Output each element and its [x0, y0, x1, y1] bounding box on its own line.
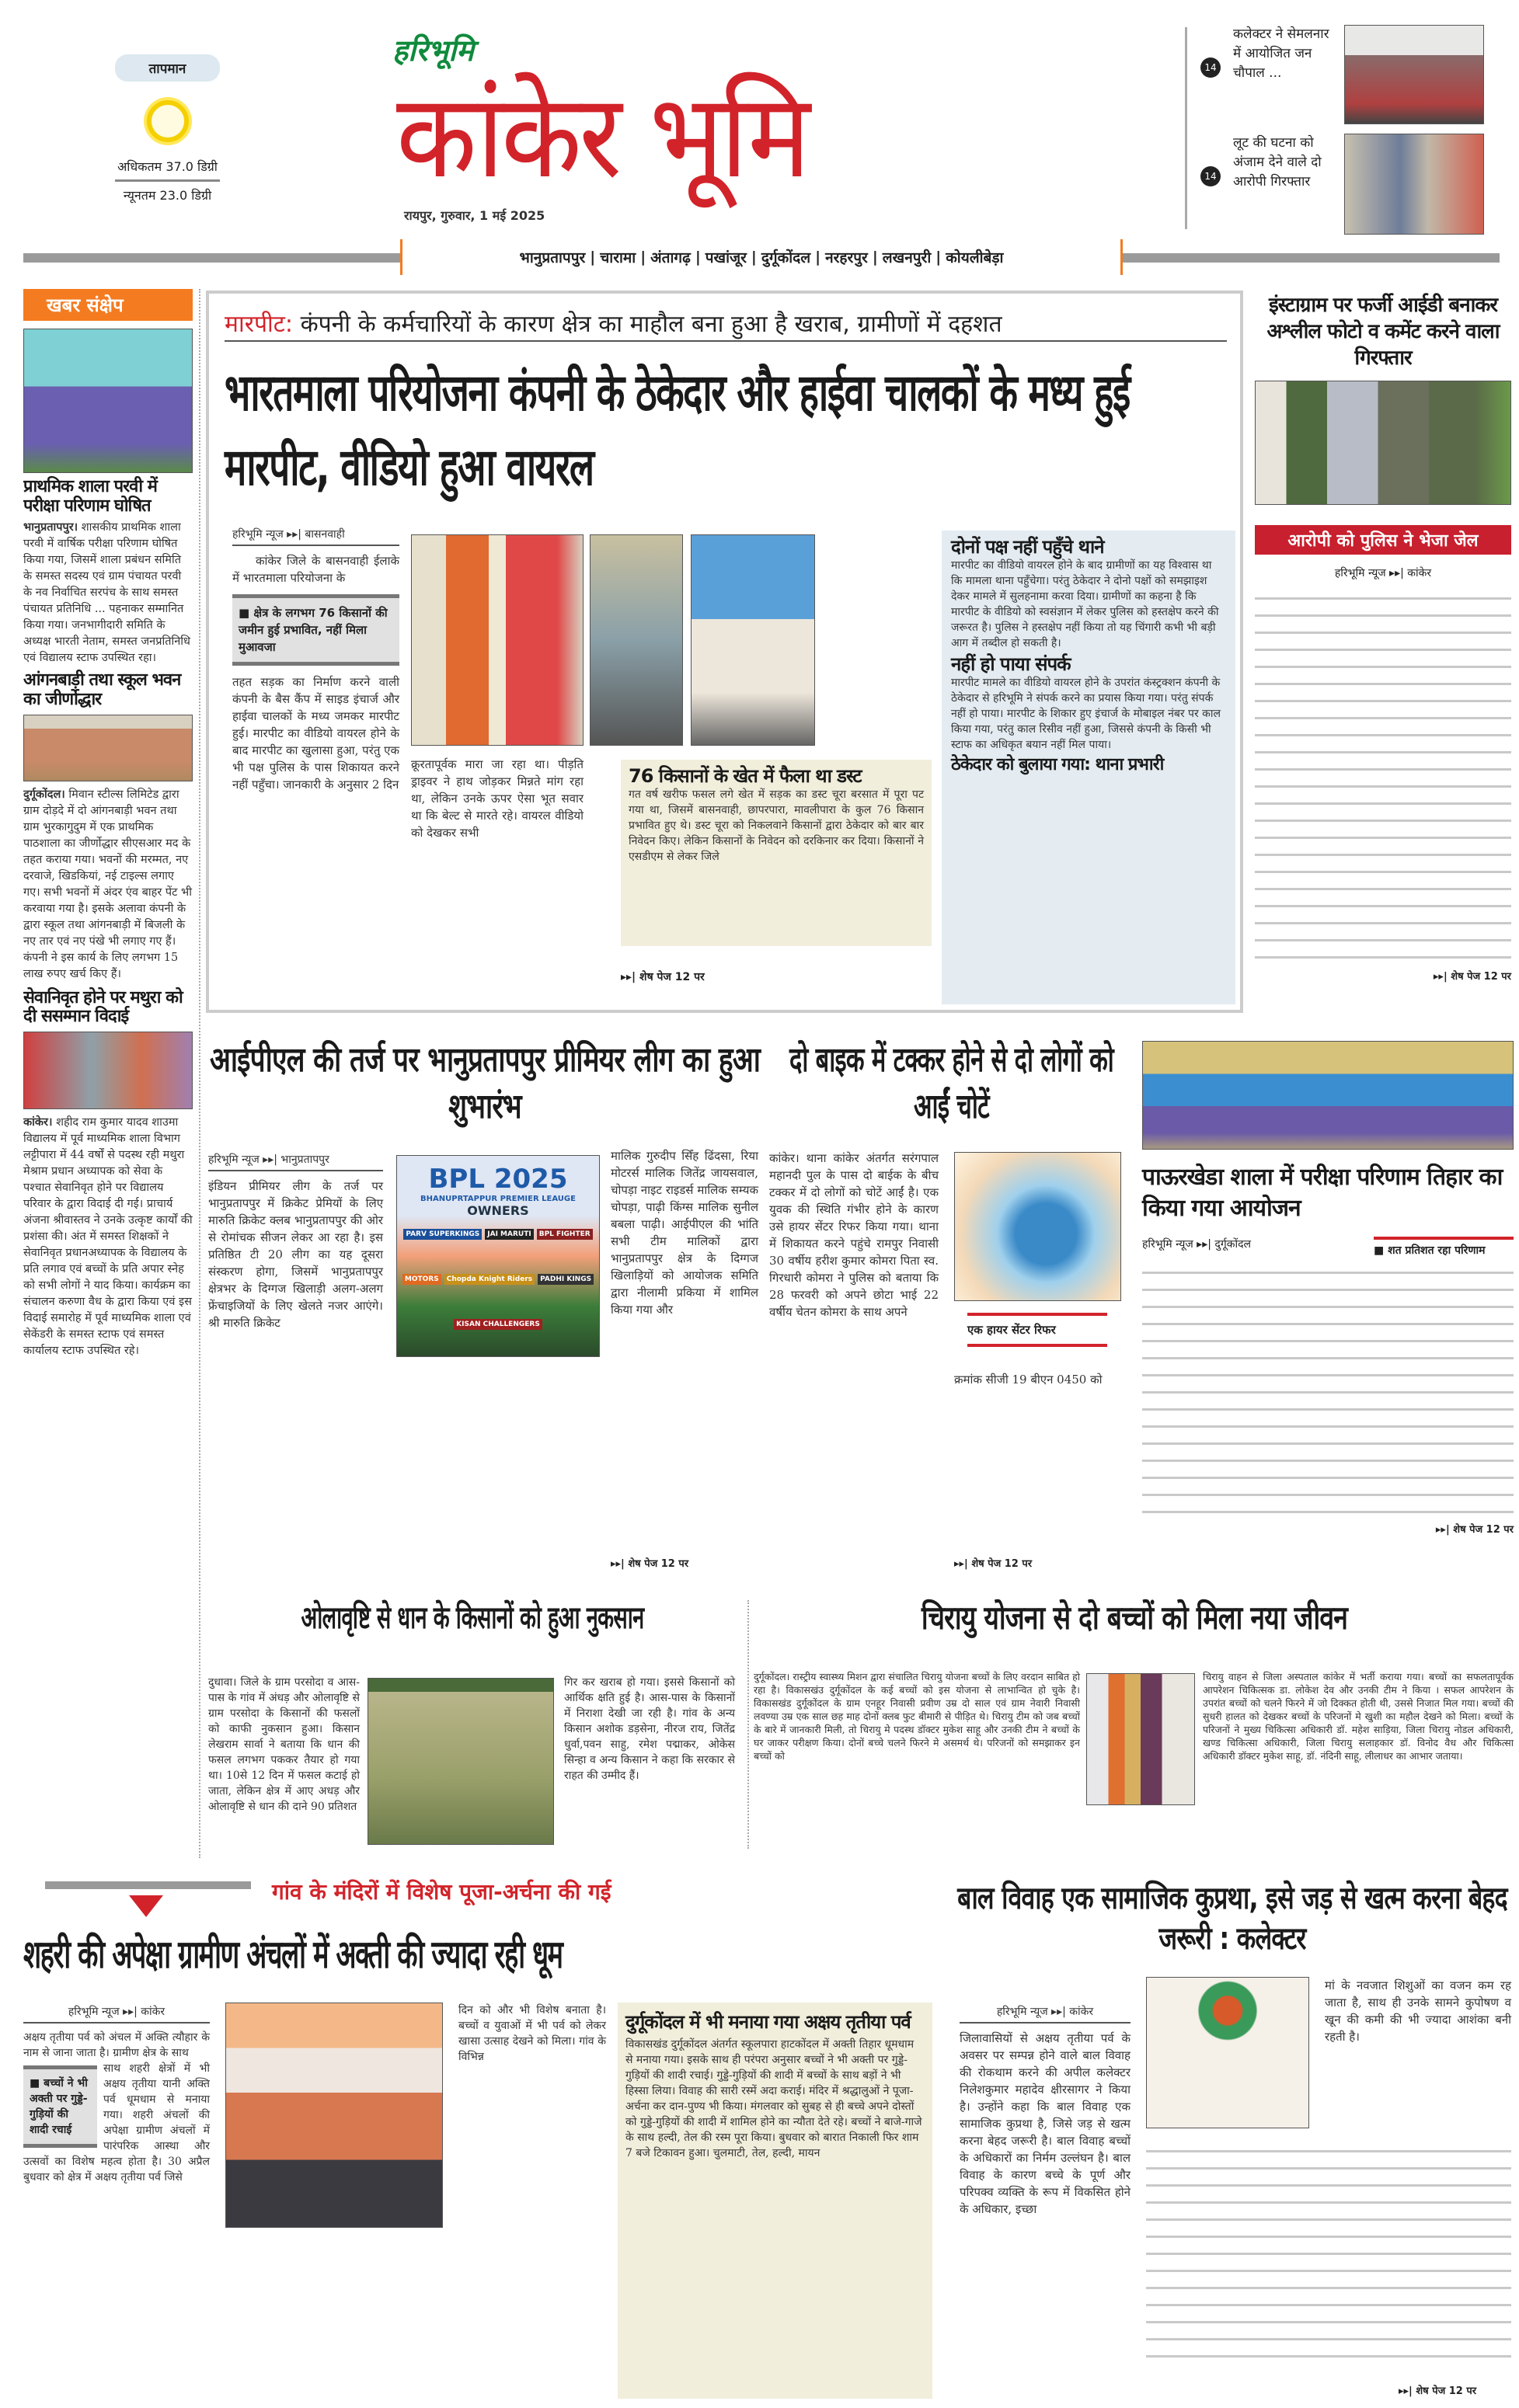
teaser-2[interactable]	[1200, 134, 1511, 235]
team-logo: Chopda Knight Riders	[444, 1274, 535, 1285]
masthead-title: कांकेर भूमि	[396, 69, 808, 204]
photo-school-result	[1142, 1041, 1514, 1150]
photo-anganwadi-building	[23, 715, 193, 781]
ipl-story	[208, 1037, 761, 1573]
byline: हरिभूमि न्यूज ▸▸| कांकेर	[23, 2004, 210, 2023]
lead-headline[interactable]: भारतमाला परियोजना कंपनी के ठेकेदार और हाईवा चालकों के मध्य हुई मारपीट, वीडियो हुआ वायरल	[225, 363, 1130, 497]
section-rule	[45, 1881, 251, 1889]
teaser-text: लूट की घटना को अंजाम देने वाले दो आरोपी गिरफ्तार	[1233, 135, 1322, 190]
city-bar: भानुप्रतापपुर | चारामा | अंतागढ़ | पखांजूर | दुर्गूकोंदल | नरहरपुर | लखनपुरी | कोयलीबेड़ा	[400, 239, 1123, 275]
sun-icon	[147, 100, 189, 142]
story-headline[interactable]: आईपीएल की तर्ज पर भानुप्रतापपुर प्रीमियर लीग का हुआ शुभारंभ	[210, 1040, 760, 1126]
byline: हरिभूमि न्यूज ▸▸| कांकेर	[1334, 567, 1432, 579]
red-banner: आरोपी को पुलिस ने भेजा जेल	[1255, 525, 1511, 555]
hail-body: दुधावा। जिले के ग्राम परसोदा व आस-पास के गांव में अंधड़ और ओलावृष्टि से ग्राम परसोदा के किसानों की फसलों को काफी नुकसान हुआ। किसान लेखराम सार्वा ने बताया कि धान की फसल लगभग पककर तैयार हो गया था। 10से 12 दिन में फसल कटाई हो जाता, लेकिन क्षेत्र में आए अधड़ और ओलावृष्टि से धान की दाने 90 प्रतिशत	[208, 1676, 360, 1813]
news-brief-column	[23, 289, 193, 1858]
child-marriage-body-2: मां के नवजात शिशुओं का वजन कम रह जाता है, साथ ही उनके सामने कुपोषण व खून की कमी की भी ज्यादा आशंका बनी रहती है।	[1325, 1978, 1511, 2044]
chevron-down-icon	[129, 1895, 163, 1917]
team-logo: PARV SUPERKINGS	[403, 1229, 482, 1240]
photo-farewell	[23, 1032, 193, 1109]
akti-kicker: गांव के मंदिरों में विशेष पूजा-अर्चना की गई	[272, 1879, 611, 1905]
byline: हरिभूमि न्यूज ▸▸| बासनवाही	[232, 527, 399, 546]
box-body: मारपीट का वीडियो वायरल होने के बाद ग्रामीणों का यह विश्वास था कि मामला थाना पहुँचेगा। परंतु ठेकेदार ने दोनो पक्षों को समझाइश देकर मामले में सुलहनामा करवा दिया। ग्रामीणों का कहना है कि मारपीट के वीडियो को स्वसंज्ञान में लेकर पुलिस को हस्तक्षेप करने की जरूरत है। पुलिस ने हस्तक्षेप नहीं किया तो यह चिंगारी कभी भी बड़ी आग में तब्दील हो सकती है।	[951, 559, 1219, 649]
team-logo: JAI MARUTI	[485, 1229, 533, 1240]
lead-story	[206, 291, 1243, 1013]
photo-jan-chaupal	[1344, 25, 1484, 124]
story-headline[interactable]: प्राथमिक शाला परवी में परीक्षा परिणाम घोषित	[23, 477, 157, 516]
child-marriage-headline[interactable]: बाल विवाह एक सामाजिक कुप्रथा, इसे जड़ से खत्म करना बेहद जरूरी : कलेक्टर	[957, 1881, 1507, 1957]
dateline: रायपुर, गुरुवार, 1 मई 2025	[404, 208, 545, 223]
column-divider	[747, 1600, 749, 1849]
sidebar-box	[942, 531, 1235, 1004]
akti-highlight: ■ बच्चों ने भी अक्ती पर गुड्डे-गुड़ियों की शादी रचाई	[23, 2065, 97, 2148]
continued: ▸▸| शेष पेज 12 पर	[1433, 971, 1511, 983]
team-logo: BPL FIGHTER	[537, 1229, 593, 1240]
team-logo: KISAN CHALLENGERS	[454, 1319, 542, 1330]
photo-hospital-children	[1086, 1673, 1195, 1805]
bike-body-2: क्रमांक सीजी 19 बीएन 0450 को	[954, 1373, 1103, 1387]
city-link[interactable]: अंतागढ़	[650, 249, 691, 266]
lead-body: तहत सड़क का निर्माण करने वाली कंपनी के बैस कैंप में साइड इंचार्ज और हाईवा चालकों के मध्य जमकर मारपीट हुई। मारपीट का वीडियो वायरल होने के बाद मारपीट का खुलासा हुआ, परंतु एक भी पक्ष पुलिस के पास शिकायत करने नहीं पहुँचा। जानकारी के अनुसार 2 दिन	[232, 675, 399, 792]
illustration-bike-crash	[954, 1152, 1121, 1301]
min-temperature: न्यूनतम 23.0 डिग्री	[123, 188, 212, 203]
photo-arrested-accused	[1255, 381, 1511, 505]
lead-col-1	[232, 527, 399, 793]
story-headline[interactable]: सेवानिवृत होने पर मथुरा को दी ससम्मान विदाई	[23, 987, 183, 1027]
continued: ▸▸| शेष पेज 12 पर	[611, 1558, 689, 1570]
lead-continued: ▸▸| शेष पेज 12 पर	[621, 971, 705, 983]
teaser-1[interactable]	[1200, 25, 1511, 126]
poster-subtitle: BHANUPRTAPPUR PREMIER LEAUGE	[420, 1195, 576, 1203]
bike-highlight: एक हायर सेंटर रिफर	[967, 1313, 1107, 1347]
city-link[interactable]: भानुप्रतापपुर	[519, 249, 586, 266]
weather-widget	[115, 54, 220, 204]
max-temperature: अधिकतम 37.0 डिग्री	[115, 158, 220, 182]
photo-school-children	[23, 329, 193, 473]
box-title: दुर्गूकोंदल में भी मनाया गया अक्षय तृतीया पर्व	[625, 2011, 911, 2033]
akti-body-2: दिन को और भी विशेष बनाता है। बच्चों व युवाओं में भी पर्व को लेकर खासा उत्साह देखने को मिला। गांव के विभिन्न	[458, 2004, 606, 2063]
photo-assault-1	[411, 534, 584, 746]
story-body: भानुप्रतापपुर। शासकीय प्राथमिक शाला परवी में वार्षिक परीक्षा परिणाम घोषित किया गया, जिसमें शाला प्रबंधन समिति के समस्त सदस्य एवं ग्राम पंचायत परवी के नव निर्वाचित सरपंच के साथ समस्त पंचायत प्रतिनिधि ... पहनाकर सम्मानित किया गया। जनभागीदारी समिति के अध्यक्ष भारती नेताम, समस्त जनप्रतिनिधि एवं विद्यालय स्टाफ उपस्थित रहा।	[23, 520, 190, 665]
box-title: 76 किसानों के खेत में फैला था डस्ट	[629, 765, 862, 787]
continued: ▸▸| शेष पेज 12 पर	[1399, 2385, 1477, 2397]
byline: हरिभूमि न्यूज ▸▸| कांकेर	[960, 2004, 1131, 2023]
lead-col-2	[411, 756, 584, 841]
story-headline[interactable]: पाऊरखेडा शाला में परीक्षा परिणाम तिहार का किया गया आयोजन	[1142, 1164, 1503, 1222]
story-body: कांकेर। शहीद राम कुमार यादव शाउमा विद्यालय में पूर्व माध्यमिक शाला विभाग लट्टीपारा में 44 वर्षों से पदस्थ रही मथुरा मेश्राम प्रधान अध्यापक को सेवा के पश्चात सेवानिवृत होने पर विद्यालय परिवार के द्वारा विदाई दी गई। प्राचार्य अंजना श्रीवास्तव ने उनके उत्कृष्ट कार्यों की प्रशंसा की। अंत में समस्त शिक्षकों ने सेवानिवृत प्रधानअध्यापक के विद्यालय के प्रति लगाव एवं बच्चों के प्रति अपार स्नेह को सभी लोगों ने याद किया। कार्यक्रम का संचालन करुणा वैध के द्वारा किया एवं इस विदाई समारोह में पूर्व माध्यमिक शाला एवं सेकेंडरी के समस्त स्टाफ एवं समस्त कार्यालय स्टाफ उपस्थित रहे।	[23, 1115, 193, 1357]
ipl-col-1	[208, 1152, 383, 1331]
box-title: नहीं हो पाया संपर्क	[951, 652, 1071, 675]
lead-kicker: मारपीट: कंपनी के कर्मचारियों के कारण क्षेत्र का माहौल बना हुआ है खराब, ग्रामीणों में दहशत	[225, 309, 1227, 342]
ipl-body: इंडियन प्रीमियर लीग के तर्ज पर भानुप्रतापपुर में क्रिकेट प्रेमियों के लिए मारुति क्रिकेट क्लब भानुप्रतापपुर की ओर से रोमांचक सीजन लेकर आ रहा है। इस प्रतिष्ठित टी 20 लीग का यह दूसरा संस्करण होगा, जिसमें भानुप्रतापपुर क्षेत्रभर के दिग्गज खिलाड़ी अलग-अलग फ्रेंचाइजियों के लिए खेलते नजर आएंगे। श्री मारुति क्रिकेट	[208, 1179, 383, 1330]
photo-collector	[1146, 1977, 1309, 2128]
teaser-text: कलेक्टर ने सेमलनार में आयोजित जन चौपाल ...	[1233, 26, 1329, 81]
chirayu-story	[754, 1599, 1515, 1855]
weather-label: तापमान	[115, 54, 220, 82]
page-badge: 14	[1200, 57, 1221, 78]
lead-highlight: ■ क्षेत्र के लगभग 76 किसानों की जमीन हुई प्रभावित, नहीं मिला मुआवजा	[232, 594, 399, 666]
box-body: गत वर्ष खरीफ फसल लगे खेत में सड़क का डस्ट चूरा बरसात में पूरा पट गया था, जिसमें बासनवाही, छापरपारा, मावलीपारा के कुल 76 किसान प्रभावित हुए थे। डस्ट चूरा को निकलवाने किसानों द्वारा ठेकेदार को बार बार निवेदन किए। लेकिन किसानों के निवेदन को दरकिनार कर दिया। किसानों ने एसडीएम से लेकर जिले	[629, 788, 924, 863]
city-link[interactable]: कोयलीबेड़ा	[946, 249, 1004, 266]
akti-body-intro: अक्षय तृतीया पर्व को अंचल में अक्ति त्यौहार के नाम से जाना जाता है। ग्रामीण क्षेत्र के साथ	[23, 2031, 210, 2059]
hail-story	[208, 1599, 744, 1855]
box-title: ठेकेदार को बुलाया गया: थाना प्रभारी	[951, 754, 1164, 774]
continued: ▸▸| शेष पेज 12 पर	[954, 1558, 1033, 1570]
team-logo: PADHI KINGS	[538, 1274, 594, 1285]
photo-arrest	[1344, 134, 1484, 235]
story-body: दुर्गूकोंदल। मिवान स्टील्स लिमिटेड द्वारा ग्राम दोड़दे में दो आंगनबाड़ी भवन तथा ग्राम भुरकागुदुम में एक प्राथमिक पाठशाला का जीर्णोद्धार सीएसआर मद के तहत कराया गया। भवनों की मरम्मत, नए दरवाजे, खिडकियां, नई टाइल्स लगाए गए। सभी भवनों में अंदर एंव बाहर पेंट भी करवाया गया है। इसके अलावा कंपनी के द्वारा स्कूल तथा आंगनबाड़ी में बिजली के नए तार एवं नए पंखे भी लगाए गए हैं। कंपनी ने इस कार्य के लिए लगभग 15 लाख रुपए खर्च किए हैं।	[23, 787, 192, 980]
story-headline[interactable]: दो बाइक में टक्कर होने से दो लोगों को आईं चोटें	[789, 1040, 1114, 1126]
akti-col-1	[23, 2004, 210, 2185]
body-text-placeholder	[1142, 1265, 1514, 1522]
akti-headline[interactable]: शहरी की अपेक्षा ग्रामीण अंचलों में अक्ती की ज्यादा रही धूम	[23, 1932, 563, 1977]
body-text-placeholder	[1255, 591, 1511, 964]
photo-damaged-paddy	[368, 1678, 554, 1845]
city-link[interactable]: चारामा	[600, 249, 636, 266]
page-badge: 14	[1200, 166, 1221, 186]
city-link[interactable]: पखांजूर	[705, 249, 747, 266]
story-headline[interactable]: ओलावृष्टि से धान के किसानों को हुआ नुकसान	[301, 1600, 644, 1636]
poster-title: BPL 2025	[428, 1164, 568, 1195]
bike-body: कांकेर। थाना कांकेर अंतर्गत सरंगपाल महानदी पुल के पास दो बाईक के बीच टक्कर में दो लोगों को चोटें आईं है। एक युवक की स्थिति गंभीर होने के कारण उसे हायर सेंटर रिफर किया गया। थाना में शिकायत करने पहुंचे रामपुर निवासी 30 वर्षीय हरीश कुमार कोमरा पिता स्व. गिरधारी कोमरा ने पुलिस को बताया कि 28 फरवरी को अपने छोटा भाई 22 वर्षीय चेतन कोमरा के साथ अपने	[769, 1151, 939, 1319]
durgukondal-akti-box	[618, 2003, 932, 2399]
lead-intro: कांकेर जिले के बासनवाही ईलाके में भारतमाला परियोजना के	[232, 554, 399, 585]
bike-accident-story	[769, 1037, 1134, 1573]
brand-logo: हरिभूमि	[392, 33, 474, 68]
city-link[interactable]: लखनपुरी	[882, 249, 932, 266]
body-text-placeholder	[1146, 2144, 1511, 2369]
story-headline[interactable]: आंगनबाड़ी तथा स्कूल भवन का जीर्णोद्धार	[23, 670, 181, 709]
box-body: मारपीट मामले का वीडियो वायरल होने के उपरांत कंस्ट्रक्शन कंपनी के ठेकेदार से हरिभूमि ने संपर्क करने का प्रयास किया गया। परंतु संपर्क नहीं हो पाया। मारपीट के शिकार हुए इंचार्ज के मोबाइल नंबर पर काल किया गया, परंतु काल रिसीव नहीं हुआ, जिससे कंपनी के किसी भी स्टाफ का अधिकृत बयान नहीं मिल पाया।	[951, 676, 1221, 751]
box-title: दोनों पक्ष नहीं पहुँचे थाने	[951, 536, 1104, 558]
akti-body: साथ शहरी क्षेत्रों में भी अक्षय तृतीया यानी अक्ति पर्व धूमधाम से मनाया गया। शहरी अंचलों की अपेक्षा ग्रामीण अंचलों में पारंपरिक आस्था और उत्सवों का विशेष महत्व होता है। 30 अप्रैल बुधवार को क्षेत्र में अक्षय तृतीया पर्व जिसे	[23, 2062, 210, 2184]
paurkheda-story	[1142, 1041, 1514, 1577]
bpl-poster	[396, 1155, 600, 1357]
child-marriage-body: जिलावासियों से अक्षय तृतीया पर्व के अवसर पर सम्पन्न होने वाले बाल विवाह की रोकथाम करने की अपील कलेक्टर निलेशकुमार महादेव क्षीरसागर ने किया है। उन्होंने कहा कि बाल विवाह एक सामाजिक कुप्रथा है, जिसे जड़ से खत्म करना बेहद जरूरी है। बाल विवाह बच्चों के अधिकारों का निर्मम उल्लंघन है। बाल विवाह के कारण बच्चे के पूर्ण और परिपक्व व्यक्ति के रूप में विकसित होने के अधिकार, इच्छा	[960, 2031, 1131, 2216]
hail-body-2: गिर कर खराब हो गया। इससे किसानों को आर्थिक क्षति हुई है। आस-पास के किसानों में निराशा देखी जा रही है। गांव के अन्य किसान अशोक डड़सेना, नीरज राय, जितेंद्र धुर्वा,पवन साहु, रमेश पद्माकर, ओकेस सिन्हा व अन्य किसान ने कहा कि सरकार से राहत की उम्मीद हैं।	[564, 1676, 735, 1782]
teaser-divider	[1185, 27, 1187, 229]
column-divider	[199, 289, 200, 1858]
story-headline[interactable]: इंस्टाग्राम पर फर्जी आईडी बनाकर अश्लील फोटो व कमेंट करने वाला गिरफ्तार	[1266, 294, 1500, 370]
instagram-story	[1255, 292, 1511, 1011]
highlight: ■ शत प्रतिशत रहा परिणाम	[1374, 1237, 1514, 1258]
child-marriage-col-1	[960, 2004, 1131, 2218]
ipl-body: मालिक गुरुदीप सिँह ढिंदसा, रिया मोटरर्स मालिक जितेंद्र जायसवाल, चोपड़ा नाइट राइडर्स मालिक सम्यक चोपड़ा, पाढ़ी किंग्स मालिक सुनील बबला पाढ़ी। आईपीएल की भांति सभी टीम मालिकों द्वारा भानुप्रतापपुर क्षेत्र के दिग्गज खिलाड़ियों को आयोजक समिति द्वारा नीलामी प्रकिया में शामिल किया गया और	[611, 1149, 758, 1317]
story-headline[interactable]: चिरायु योजना से दो बच्चों को मिला नया जीवन	[921, 1599, 1348, 1637]
lead-body: क्रूरतापूर्वक मारा जा रहा था। पीड़ति ड्राइवर ने हाथ जोड़कर मिन्नते मांग रहा था, लेकिन उनके ऊपर ऐसा भूत सवार था कि बेल्ट से मारते रहे। वायरल वीडियो को देखकर सभी	[411, 757, 584, 840]
byline: हरिभूमि न्यूज ▸▸| भानुप्रतापपुर	[208, 1152, 383, 1171]
city-link[interactable]: दुर्गूकोंदल	[761, 249, 811, 266]
continued: ▸▸| शेष पेज 12 पर	[1435, 1524, 1514, 1536]
chirayu-body-2: चिरायु वाहन से जिला अस्पताल कांकेर में भर्ती कराया गया। बच्चों का सफलतापूर्वक आपरेशन चिकित्सक डा. लोकेश देव और उनकी टीम ने किया । सफल आपरेशन के उपरांत बच्चों को चलने फिरने में जो दिक्कत होती थी, उससे निजात मिल गया। बच्चों की सुधरी हालत को देखकर बच्चों के परिजनों मे खुशी का महौल देखने को मिला। बच्चों के परिजनों ने मुख्य चिकित्सा अधिकारी डॉ. महेश साड़िया, जिला चिरायु नोडल अधिकारी, खण्ड चिकित्सा अधिकारी, जिला चिरायु सलाहकार डॉ. विनोद वैध और चिकित्सा अधिकारी डॉक्टर मुकेश साहू, डॉ. नंदिनी साहू, लीलाधर का आभार जताया।	[1203, 1671, 1514, 1762]
chirayu-body: दुर्गूकोंदल। रास्ट्रीय स्वास्थ्य मिशन द्वारा संचालित चिरायु योजना बच्चों के लिए वरदान साबित हो रहा है। विकासखंउ दुर्गूकोंदल के कई बच्चों को इस योजना से लाभान्वित हो चुके है। विकासखंड दुर्गूकोंदल के ग्राम एनहूर निवासी प्रवीण उम्र दो साल एवं ग्राम नेवारी निवासी लवण्या उम्र एक साल छह माह दोनों क्लब फुट बीमारी से पीड़ित थे। चिरायु टीम को जब बच्चों के बारे में जानकारी मिली, तो चिरायु मे पदस्थ डॉक्टर मुकेश साहू और उनकी टीम ने बच्चों के घर जाकर परीक्षण किया। दोनों बच्चे चलने फिरने मे असमर्थ थे। परिजनों को समझाकर इन बच्चों को	[754, 1671, 1080, 1762]
box-body: विकासखंड दुर्गूकोंदल अंतर्गत स्कूलपारा हाटकोंदल में अक्ती तिहार धूमधाम से मनाया गया। इसके साथ ही परंपरा अनुसार बच्चों ने भी अक्ती पर गुड्डे-गुड़ियों की शादी रचाई। गुड्डे-गुड़ियों की शादी में बच्चों के साथ बड़ों ने भी हिस्सा लिया। विवाह की सारी रस्में अदा कराई। मंदिर में श्रद्धालुओं ने पूजा-अर्चना कर दान-पुण्य भी किया। मंगलवार को सुबह से ही बच्चे अपने दोस्तों को गुड्डे-गुड़ियों की शादी में शामिल होने का न्यौता देते रहे। बच्चों ने बाजे-गाजे के साथ हल्दी, तेल की रस्म पूरा किया। बुधवार को बारात निकाली फिर शाम 7 बजे टिकावन हुआ। चुलमाटी, तेल, हल्दी, मायन	[625, 2038, 922, 2159]
photo-assault-3	[691, 534, 815, 746]
team-logo: MOTORS	[402, 1274, 441, 1285]
section-header: खबर संक्षेप	[23, 289, 193, 321]
byline: हरिभूमि न्यूज ▸▸| दुर्गूकोंदल	[1142, 1238, 1252, 1251]
ipl-col-3	[611, 1147, 758, 1318]
dust-box	[621, 760, 932, 946]
poster-owners: OWNERS	[467, 1203, 529, 1218]
city-link[interactable]: नरहरपुर	[825, 249, 868, 266]
photo-assault-2	[590, 534, 683, 746]
photo-akti-celebration	[225, 2003, 443, 2228]
